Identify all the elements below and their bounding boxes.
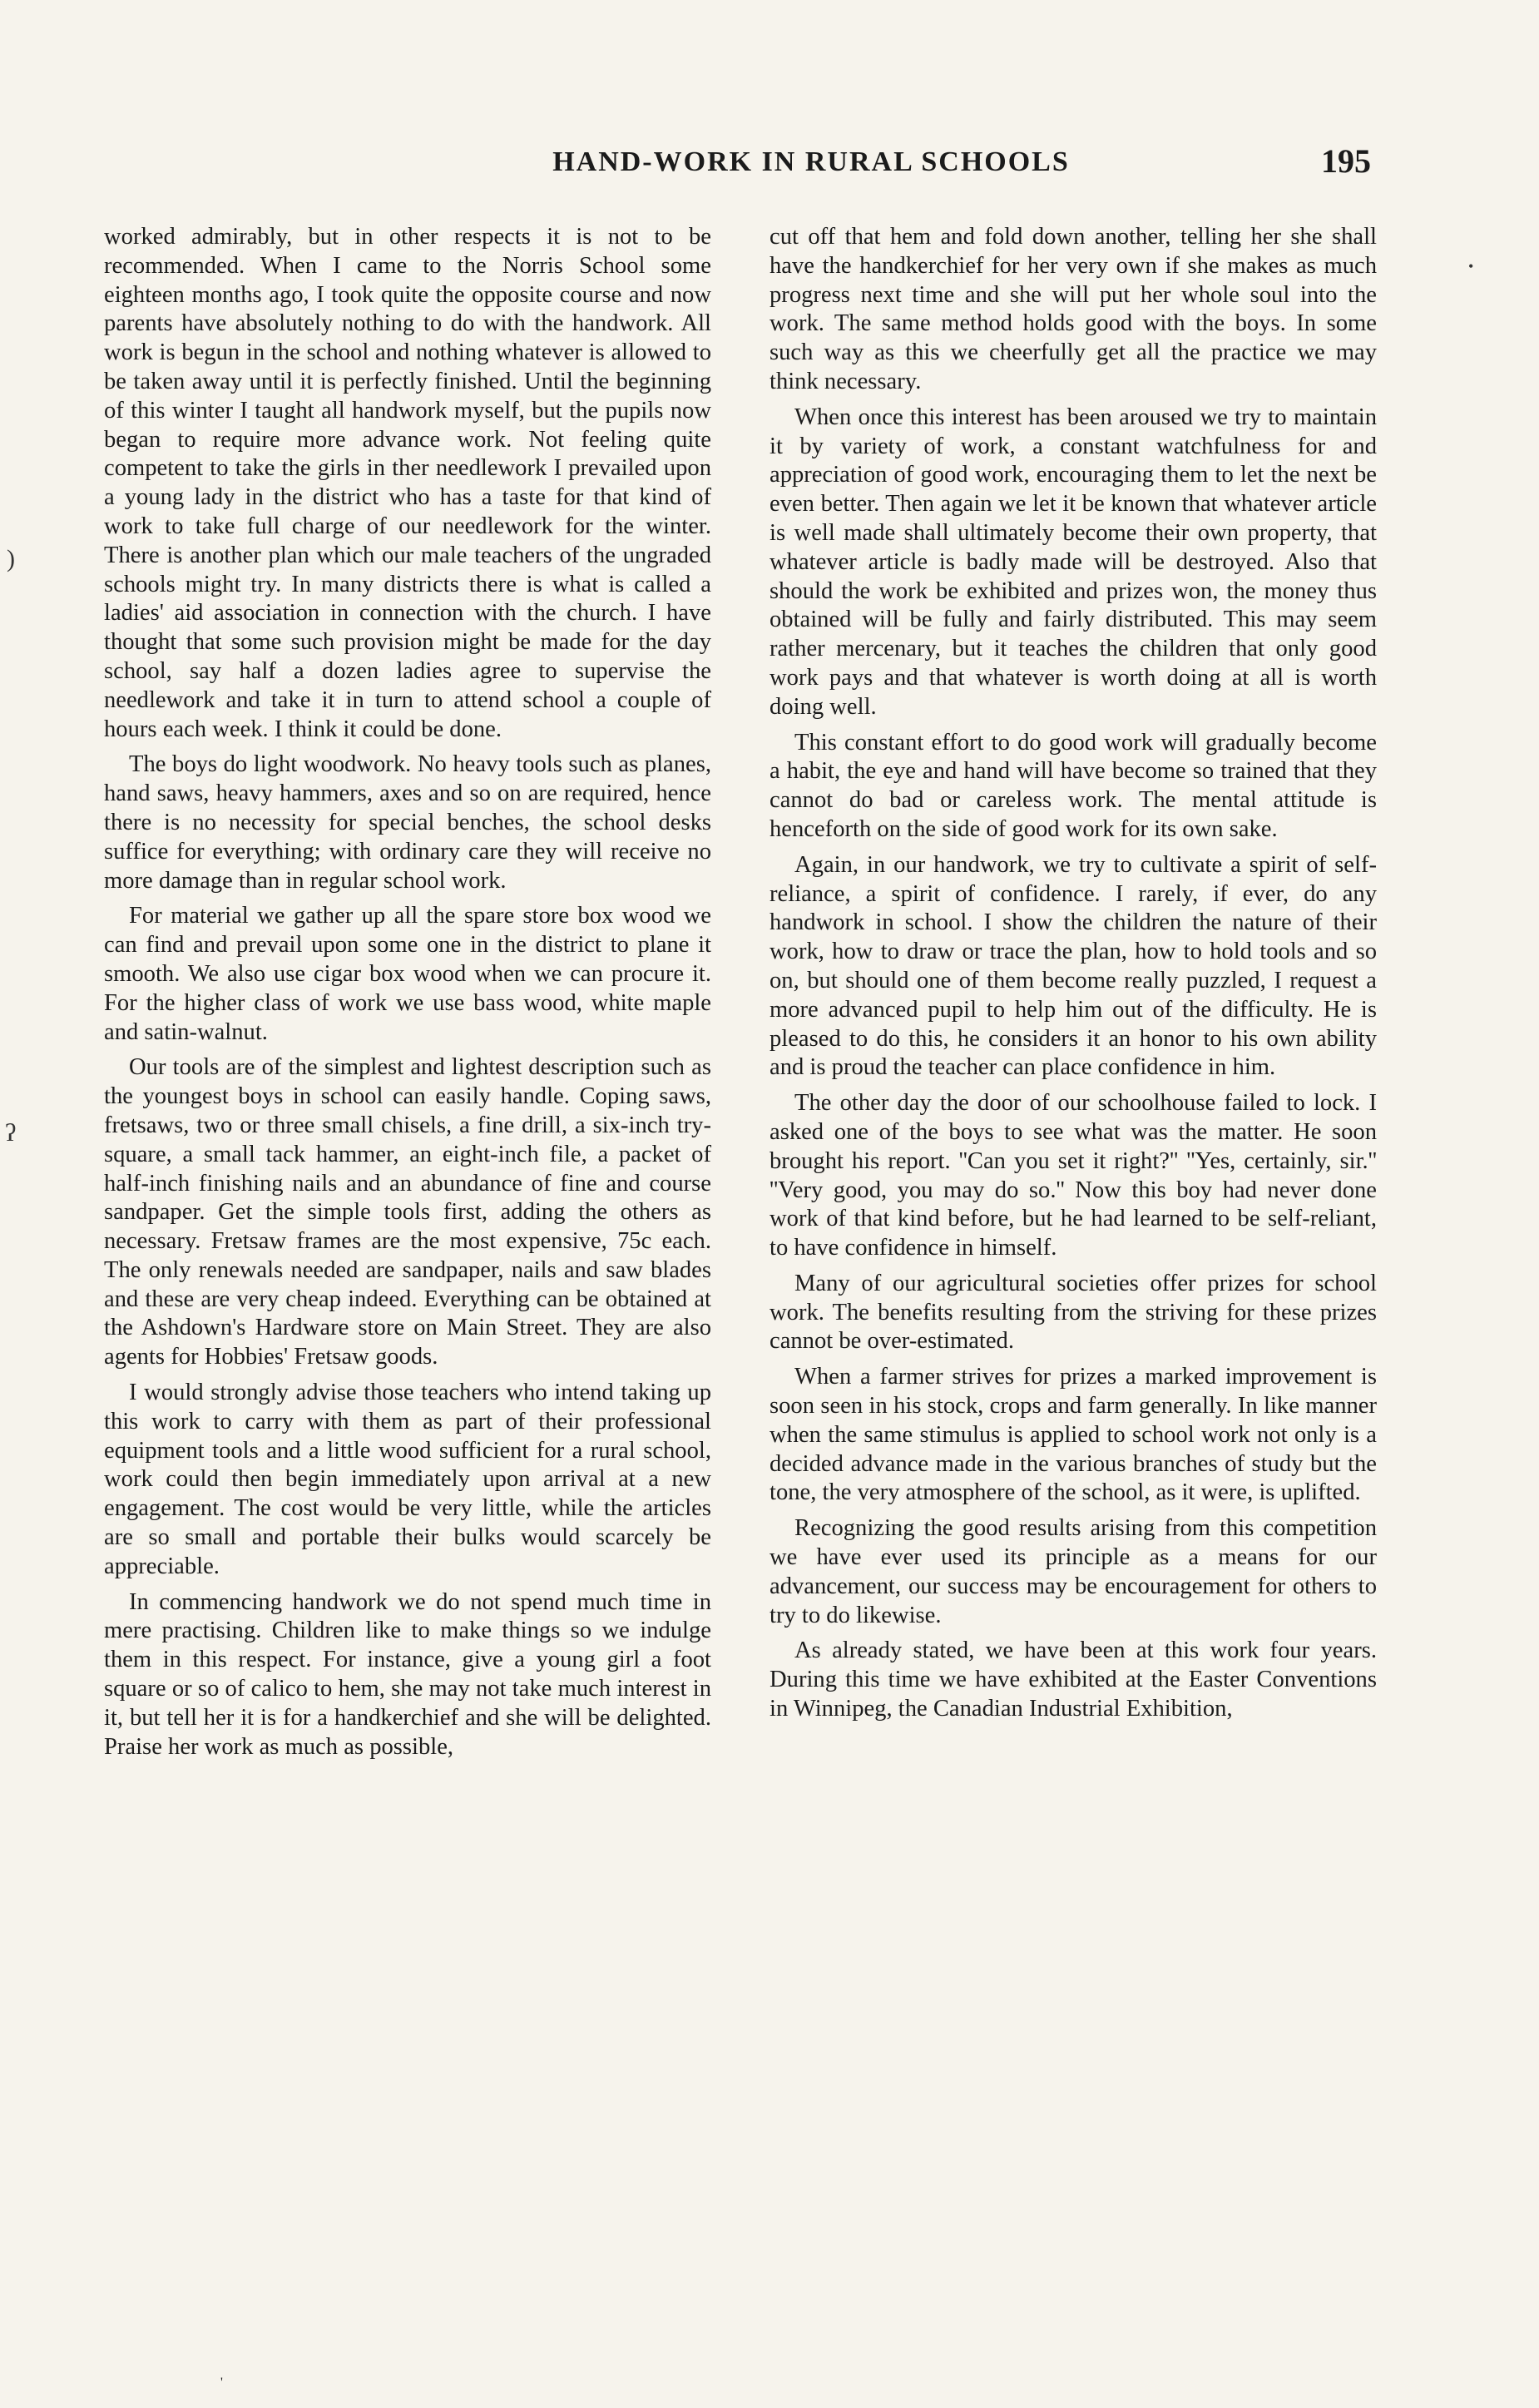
paragraph: Our tools are of the simplest and lightest description such as the youngest boys in school can easily handle. Coping saws, fretsaws, two or three small chisels, a fine drill, a six-inch try-square, a small tack hammer, an eight-inch file, a packet of half-inch finishing nails and an abundance of fine and course sandpaper. Get the simple tools first, adding the others as necessary. Fretsaw frames are the most expensive, 75c each. The only renewals needed are sandpaper, nails and saw blades and these are very cheap indeed. Everything can be obtained at the Ashdown's Hardware store on Main Street. They are also agents for Hobbies' Fretsaw goods.: [104, 1054, 711, 1370]
paragraph: Recognizing the good results arising from this competition we have ever used its principle as a means for our advancement, our success may be encouragement for others to try to do likewise.: [770, 1515, 1377, 1628]
margin-smudge: ʔ: [5, 1119, 17, 1147]
paragraph: cut off that hem and fold down another, telling her she shall have the handkerchief for her very own if she makes as much progress next time and she will put her whole soul into the work. The same method holds good with the boys. In some such way as this we cheerfully get all the practice we may think necessary.: [770, 224, 1377, 394]
paragraph: The other day the door of our schoolhouse failed to lock. I asked one of the boys to see what was the matter. He soon brought his report. ''Can you set it right?'' ''Yes, certainly, sir.'' ''Very good, you may do so.'' Now this boy had never done work of that kind before, but he had learned to be self-reliant, to have confidence in himself.: [770, 1090, 1377, 1261]
left-column: [104, 223, 711, 1768]
right-column: [770, 223, 1377, 1731]
paragraph: In commencing handwork we do not spend much time in mere practising. Children like to make things so we indulge them in this respect. For instance, give a young girl a foot square or so of calico to hem, she may not take much interest in it, but tell her it is for a handkerchief and she will be delighted. Praise her work as much as possible,: [104, 1588, 711, 1760]
page-number: 195: [1321, 142, 1371, 180]
paragraph: Again, in our handwork, we try to cultivate a spirit of self-reliance, a spirit of confidence. I rarely, if ever, do any handwork in school. I show the children the nature of their work, how to draw or trace the plan, how to hold tools and so on, but should one of them become really puzzled, I request a more advanced pupil to help him out of the difficulty. He is pleased to do this, he considers it an honor to his own ability and is proud the teacher can place confidence in him.: [770, 851, 1377, 1081]
paragraph: Many of our agricultural societies offer prizes for school work. The benefits resulting from the striving for these prizes cannot be over-estimated.: [770, 1270, 1377, 1355]
margin-dot: •: [1468, 258, 1474, 275]
paragraph: The boys do light woodwork. No heavy tools such as planes, hand saws, heavy hammers, axes and so on are required, hence there is no necessity for special benches, the school desks suffice for everything; with ordinary care they will receive no more damage than in regular school work.: [104, 751, 711, 894]
paragraph: worked admirably, but in other respects it is not to be recommended. When I came to the Norris School some eighteen months ago, I took quite the opposite course and now parents have absolutely nothing to do with the handwork. All work is begun in the school and nothing whatever is allowed to be taken away until it is perfectly finished. Until the beginning of this winter I taught all handwork myself, but the pupils now began to require more advance work. Not feeling quite competent to take the girls in ther needlework I prevailed upon a young lady in the district who has a taste for that kind of work to take full charge of our needlework for the winter. There is another plan which our male teachers of the ungraded schools might try. In many districts there is what is called a ladies' aid association in connection with the church. I have thought that some such provision might be made for the day school, say half a dozen ladies agree to supervise the needlework and take it in turn to attend school a couple of hours each week. I think it could be done.: [104, 224, 711, 742]
page-speck: ': [220, 2376, 223, 2390]
paragraph: When once this interest has been aroused we try to maintain it by variety of work, a constant watchfulness for and appreciation of good work, encouraging them to let the next be even better. Then again we let it be known that whatever article is well made shall ultimately become their own property, that whatever article is badly made will be destroyed. Also that should the work be exhibited and prizes won, the money thus obtained will be fully and fairly distributed. This may seem rather mercenary, but it teaches the children that only good work pays and that whatever is worth doing at all is worth doing well.: [770, 404, 1377, 720]
paragraph: When a farmer strives for prizes a marked improvement is soon seen in his stock, crops and farm generally. In like manner when the same stimulus is applied to school work not only is a decided advance made in the various branches of study but the tone, the very atmosphere of the school, as it were, is uplifted.: [770, 1364, 1377, 1506]
paragraph: As already stated, we have been at this work four years. During this time we have exhibited at the Easter Conventions in Winnipeg, the Canadian Industrial Exhibition,: [770, 1638, 1377, 1722]
paragraph: I would strongly advise those teachers who intend taking up this work to carry with them as part of their professional equipment tools and a little wood sufficient for a rural school, work could then begin immediately upon arrival at a new engagement. The cost would be very little, while the articles are so small and portable their bulks would scarcely be appreciable.: [104, 1380, 711, 1579]
paragraph: This constant effort to do good work will gradually become a habit, the eye and hand will have become so trained that they cannot do bad or careless work. The mental attitude is henceforth on the side of good work for its own sake.: [770, 729, 1377, 842]
paragraph: For material we gather up all the spare store box wood we can find and prevail upon some one in the district to plane it smooth. We also use cigar box wood when we can procure it. For the higher class of work we use bass wood, white maple and satin-walnut.: [104, 903, 711, 1045]
margin-smudge: ): [7, 545, 15, 572]
running-title: HAND-WORK IN RURAL SCHOOLS: [552, 146, 1070, 177]
